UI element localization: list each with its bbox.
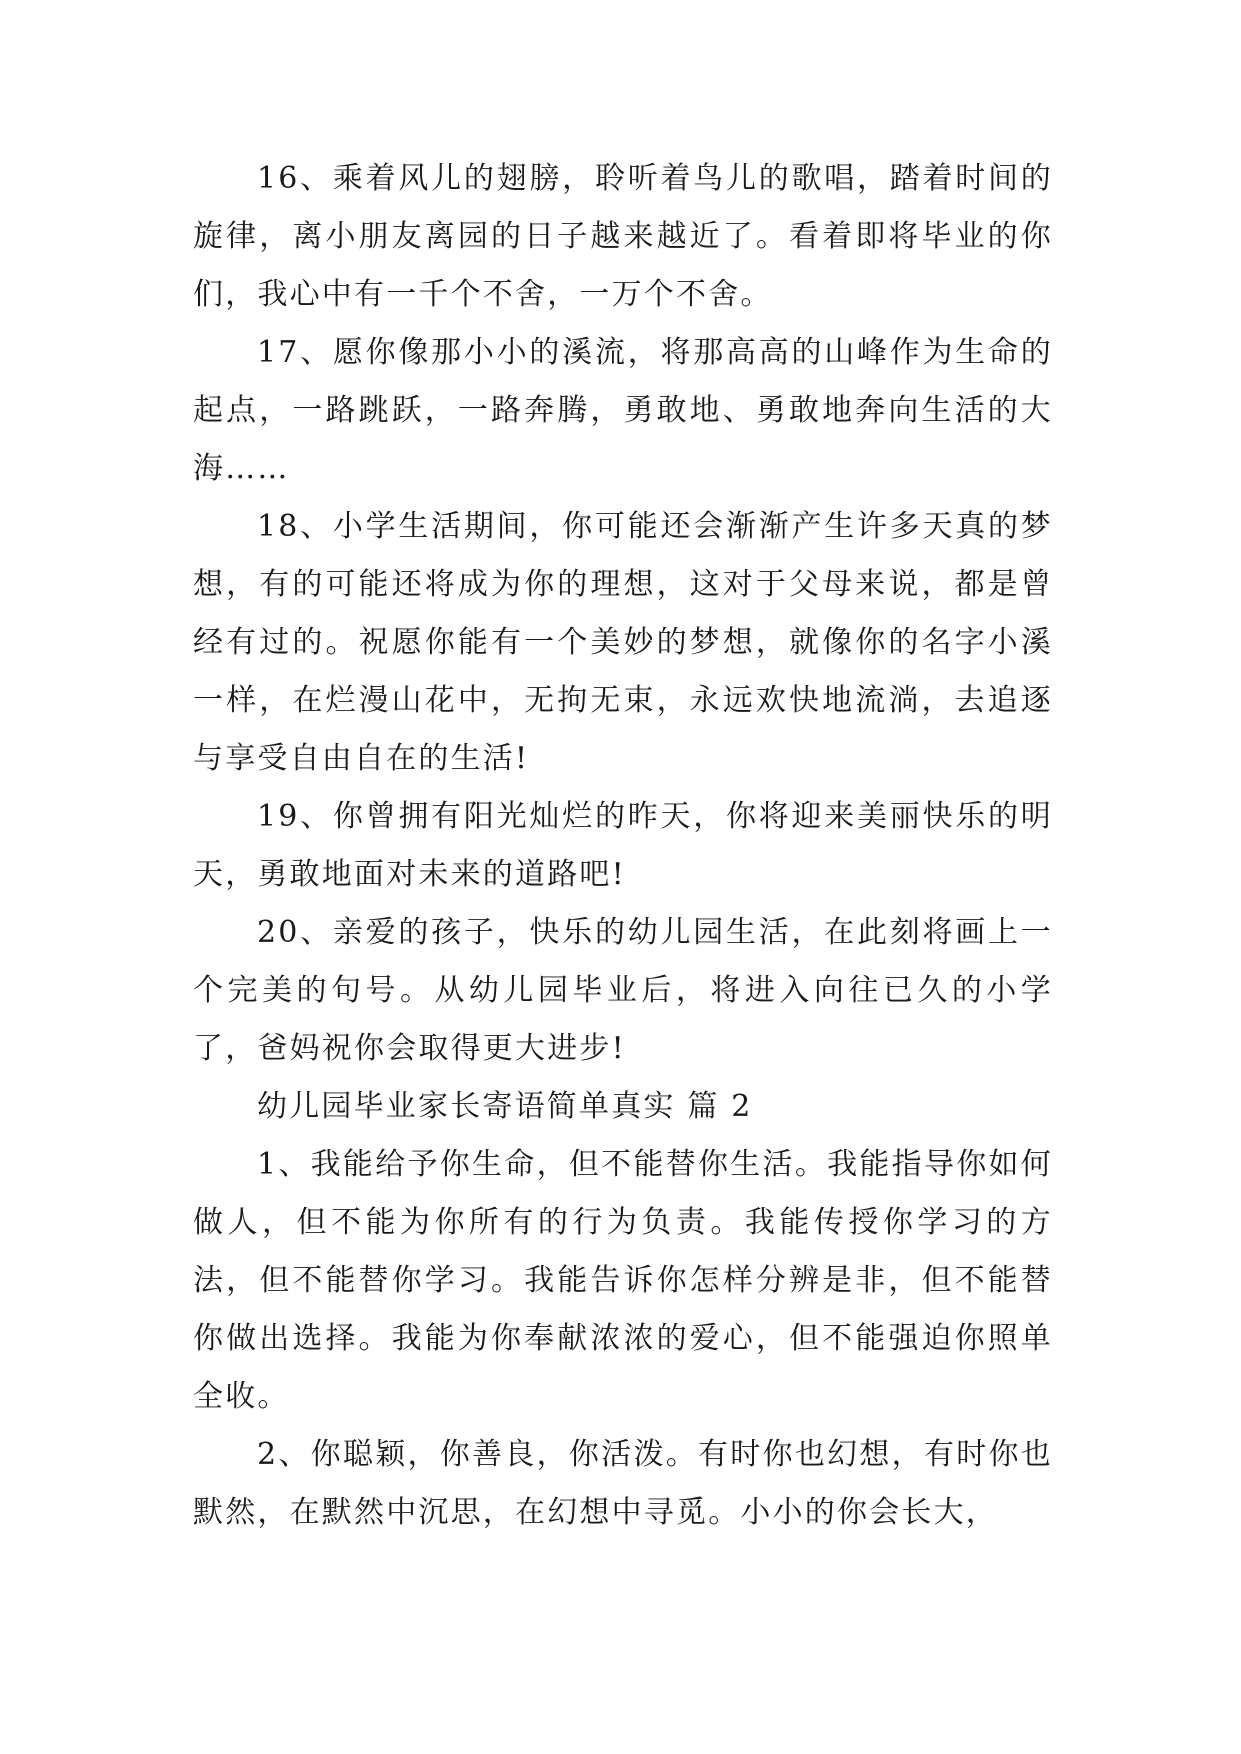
paragraph-19: 19、你曾拥有阳光灿烂的昨天，你将迎来美丽快乐的明天，勇敢地面对未来的道路吧! bbox=[193, 799, 1053, 892]
section-paragraph-1: 1、我能给予你生命，但不能替你生活。我能指导你如何做人，但不能为你所有的行为负责。我能传授你学习的方法，但不能替你学习。我能告诉你怎样分辨是非，但不能替你做出选择。我能为你奉献浓浓的爱心，但不能强迫你照单全收。 bbox=[193, 1147, 1053, 1414]
paragraph-18: 18、小学生活期间，你可能还会渐渐产生许多天真的梦想，有的可能还将成为你的理想，这对于父母来说，都是曾经有过的。祝愿你能有一个美妙的梦想，就像你的名字小溪一样，在烂漫山花中，无拘无束，永远欢快地流淌，去追逐与享受自由自在的生活! bbox=[193, 509, 1053, 776]
document-page bbox=[193, 150, 1053, 1542]
section-heading: 幼儿园毕业家长寄语简单真实 篇 2 bbox=[257, 1089, 753, 1124]
paragraph-17: 17、愿你像那小小的溪流，将那高高的山峰作为生命的起点，一路跳跃，一路奔腾，勇敢地、勇敢地奔向生活的大海…… bbox=[193, 335, 1053, 486]
paragraph-20: 20、亲爱的孩子，快乐的幼儿园生活，在此刻将画上一个完美的句号。从幼儿园毕业后，将进入向往已久的小学了，爸妈祝你会取得更大进步! bbox=[193, 915, 1053, 1066]
paragraph-16: 16、乘着风儿的翅膀，聆听着鸟儿的歌唱，踏着时间的旋律，离小朋友离园的日子越来越近了。看着即将毕业的你们，我心中有一千个不舍，一万个不舍。 bbox=[193, 161, 1053, 312]
section-paragraph-2: 2、你聪颖，你善良，你活泼。有时你也幻想，有时你也默然，在默然中沉思，在幻想中寻觅。小小的你会长大， bbox=[193, 1437, 1053, 1530]
